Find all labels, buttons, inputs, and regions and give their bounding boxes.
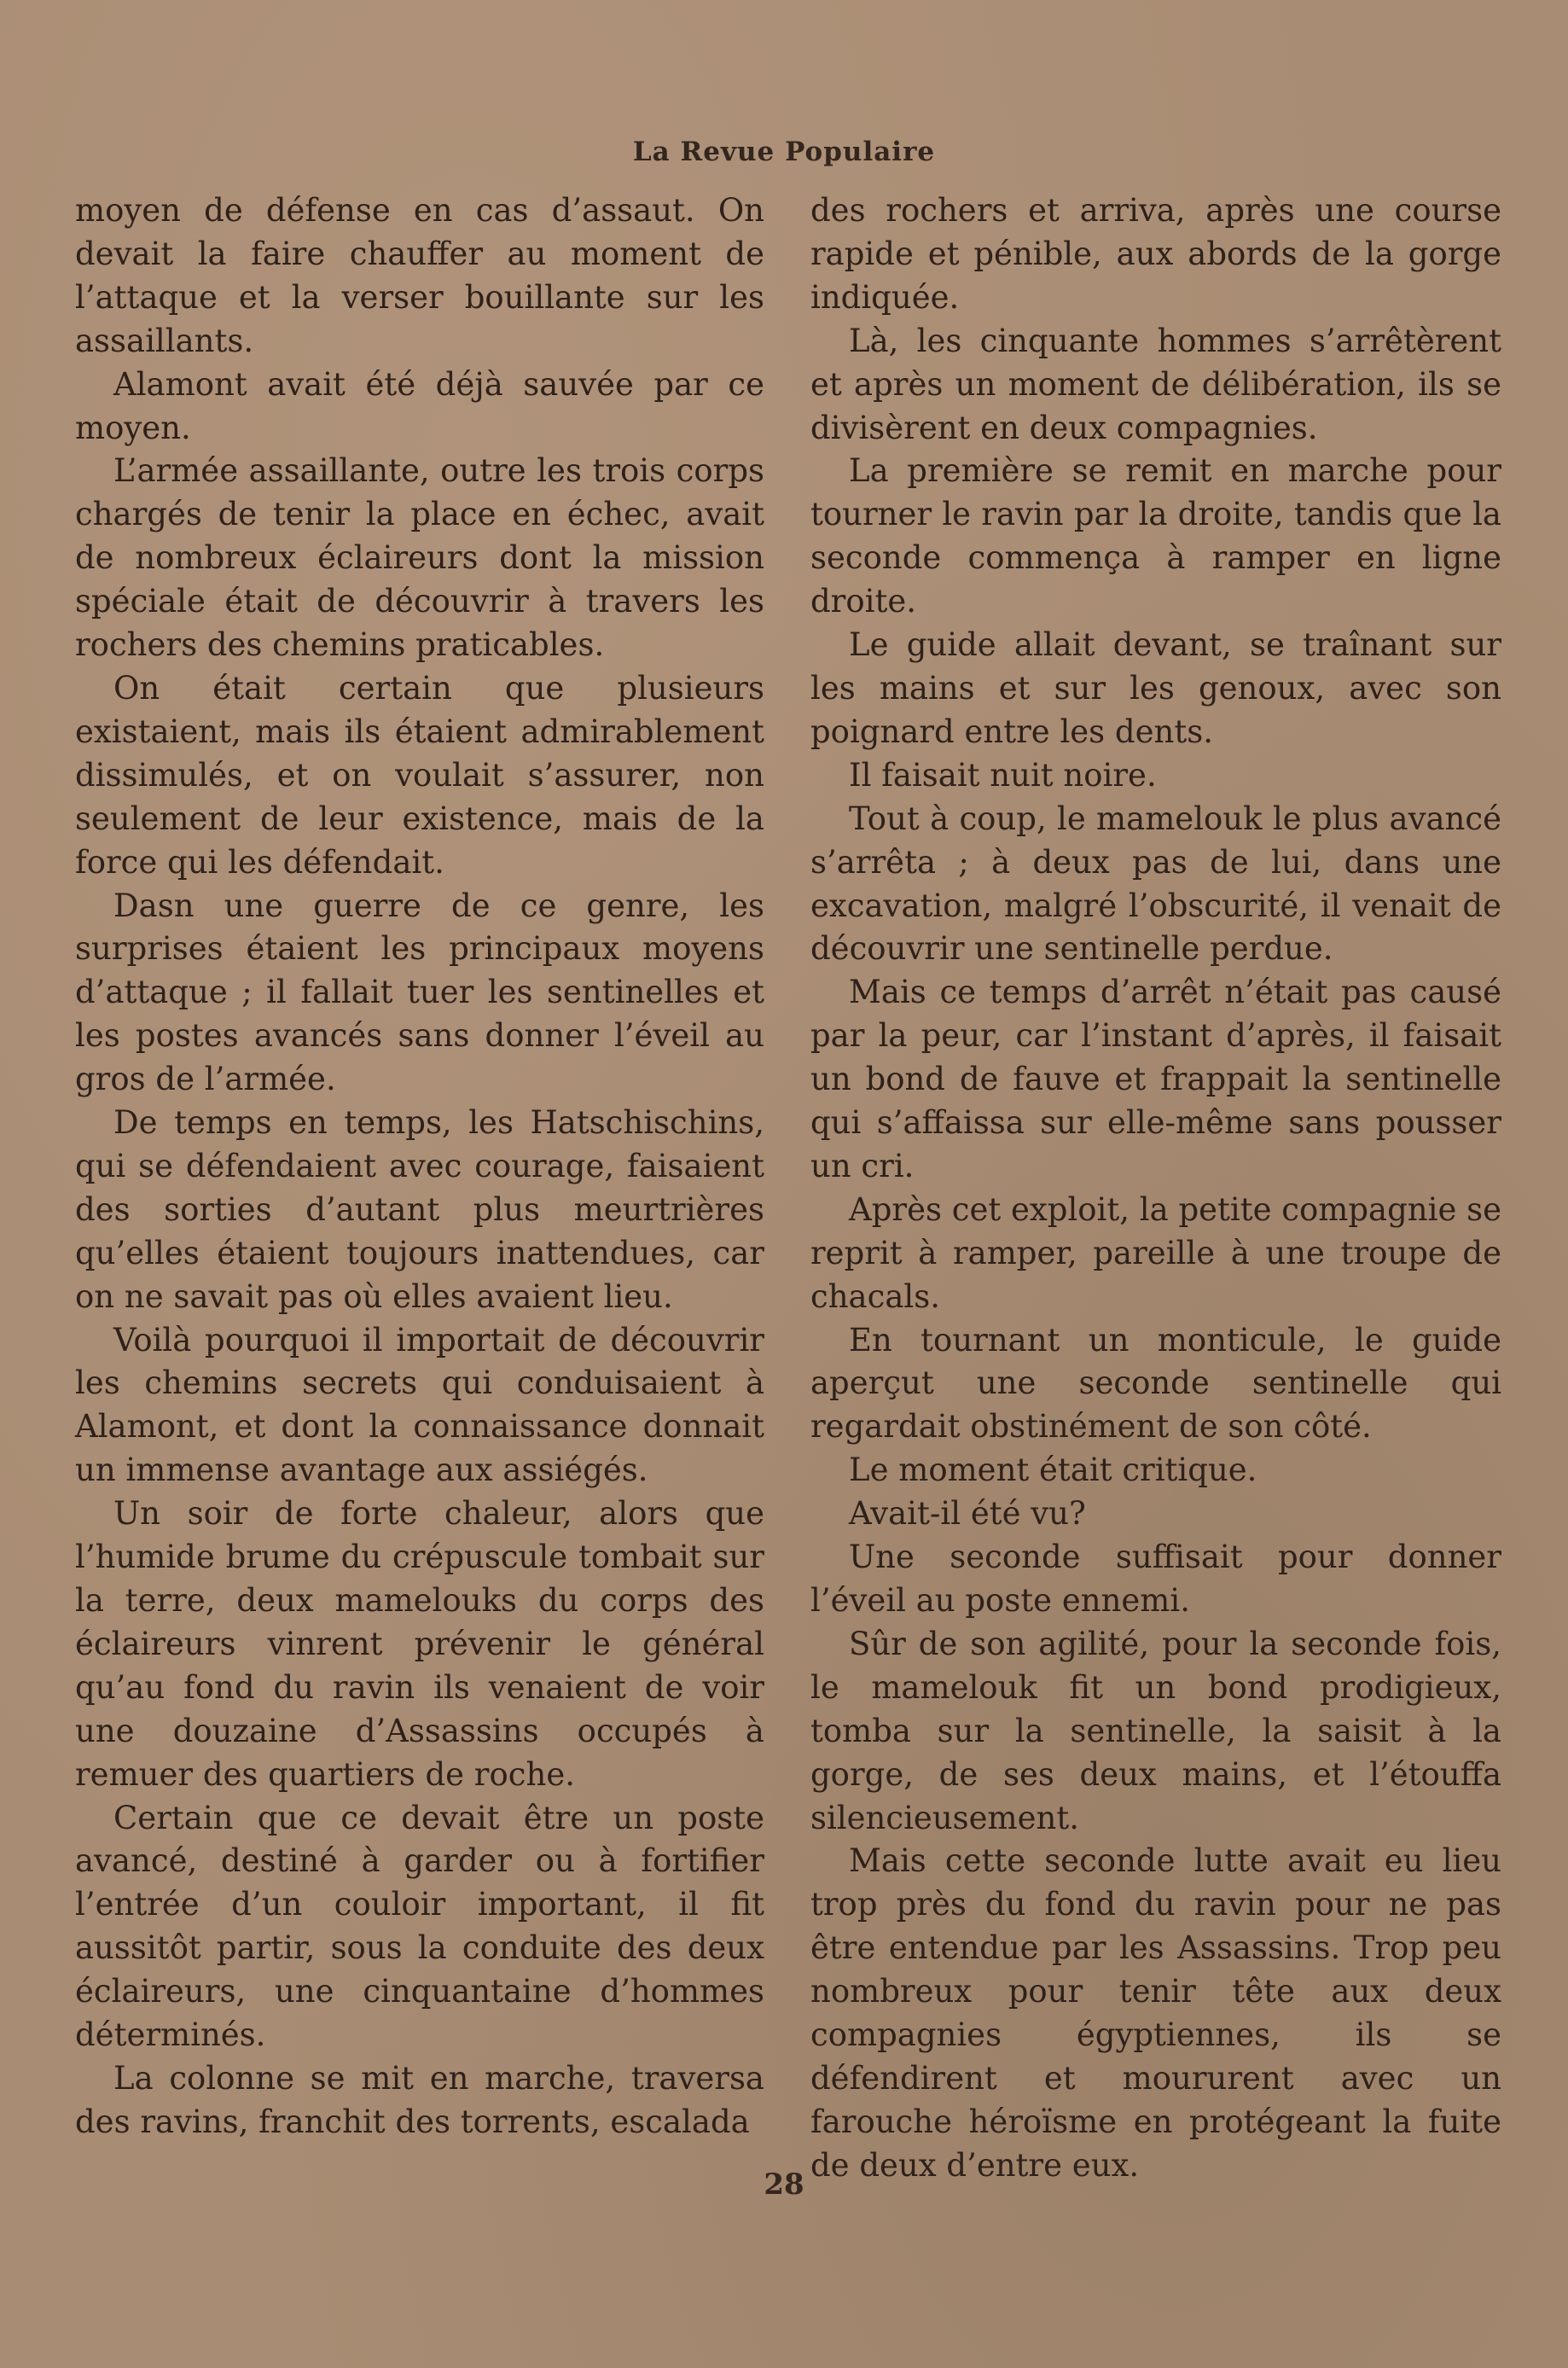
paragraph: Sûr de son agilité, pour la seconde fois, le mamelouk fit un bond prodigieux, tomba sur la sentinelle, la saisit à la gorge, de ses deux mains, et l’étouffa silencieusement.	[810, 1625, 1501, 1836]
paragraph: Une seconde suffisait pour donner l’éveil au poste ennemi.	[810, 1539, 1501, 1619]
paragraph: Dasn une guerre de ce genre, les surprises étaient les principaux moyens d’attaque ; il fallait tuer les sentinelles et les postes avancés sans donner l’éveil au gros de l’armée.	[75, 887, 764, 1098]
paragraph: Le moment était critique.	[849, 1452, 1257, 1489]
paragraph: Mais ce temps d’arrêt n’était pas causé par la peur, car l’instant d’après, il faisait un bond de fauve et frappait la sentinelle qui s’affaissa sur elle-même sans pousser un cri.	[810, 974, 1501, 1184]
paragraph: En tournant un monticule, le guide aperçut une seconde sentinelle qui regardait obstinément de son côté.	[810, 1321, 1501, 1446]
paragraph: Mais cette seconde lutte avait eu lieu trop près du fond du ravin pour ne pas être entendue par les Assassins. Trop peu nombreux pour tenir tête aux deux compagnies égyptiennes, ils se défendirent et moururent avec un farouche héroïsme en protégeant la fuite de deux d’entre eux.	[810, 1842, 1501, 2184]
paragraph: des rochers et arriva, après une course rapide et pénible, aux abords de la gorge indiquée.	[810, 192, 1501, 316]
paragraph: Il faisait nuit noire.	[849, 756, 1157, 794]
paragraph: L’armée assaillante, outre les trois corps chargés de tenir la place en échec, avait de nombreux éclaireurs dont la mission spéciale était de découvrir à travers les rochers des chemins praticables.	[75, 452, 764, 664]
paragraph: Alamont avait été déjà sauvée par ce moyen.	[75, 365, 764, 446]
paragraph: moyen de défense en cas d’assaut. On devait la faire chauffer au moment de l’attaque et la verser bouillante sur les assaillants.	[75, 192, 764, 359]
paragraph: La colonne se mit en marche, traversa des ravins, franchit des torrents, escalada	[75, 2059, 764, 2140]
page-number: 28	[764, 2167, 804, 2202]
paragraph: Avait-il été vu?	[849, 1495, 1086, 1533]
paragraph: Le guide allait devant, se traînant sur les mains et sur les genoux, avec son poignard entre les dents.	[810, 626, 1501, 750]
paragraph: Un soir de forte chaleur, alors que l’humide brume du crépuscule tombait sur la terre, deux mamelouks du corps des éclaireurs vinrent prévenir le général qu’au fond du ravin ils venaient de voir une douzaine d’Assassins occupés à remuer des quartiers de roche.	[75, 1495, 764, 1793]
left-column	[75, 189, 764, 2144]
paragraph: Voilà pourquoi il importait de découvrir les chemins secrets qui conduisaient à Alamont, et dont la connaissance donnait un immense avantage aux assiégés.	[75, 1321, 764, 1489]
paragraph: On était certain que plusieurs existaient, mais ils étaient admirablement dissimulés, et on voulait s’assurer, non seulement de leur existence, mais de la force qui les défendait.	[75, 669, 764, 881]
paragraph: Là, les cinquante hommes s’arrêtèrent et après un moment de délibération, ils se divisèrent en deux compagnies.	[810, 322, 1501, 446]
paragraph: De temps en temps, les Hatschischins, qui se défendaient avec courage, faisaient des sorties d’autant plus meurtrières qu’elles étaient toujours inattendues, car on ne savait pas où elles avaient lieu.	[75, 1104, 764, 1315]
paragraph: Après cet exploit, la petite compagnie se reprit à ramper, pareille à une troupe de chacals.	[810, 1190, 1501, 1315]
running-header: La Revue Populaire	[632, 137, 936, 167]
paragraph: Tout à coup, le mamelouk le plus avancé s’arrêta ; à deux pas de lui, dans une excavation, malgré l’obscurité, il venait de découvrir une sentinelle perdue.	[810, 800, 1501, 968]
right-column	[810, 189, 1501, 2188]
paragraph: Certain que ce devait être un poste avancé, destiné à garder ou à fortifier l’entrée d’un couloir important, il fit aussitôt partir, sous la conduite des deux éclaireurs, une cinquantaine d’hommes déterminés.	[75, 1799, 764, 2054]
paragraph: La première se remit en marche pour tourner le ravin par la droite, tandis que la seconde commença à ramper en ligne droite.	[810, 452, 1501, 620]
